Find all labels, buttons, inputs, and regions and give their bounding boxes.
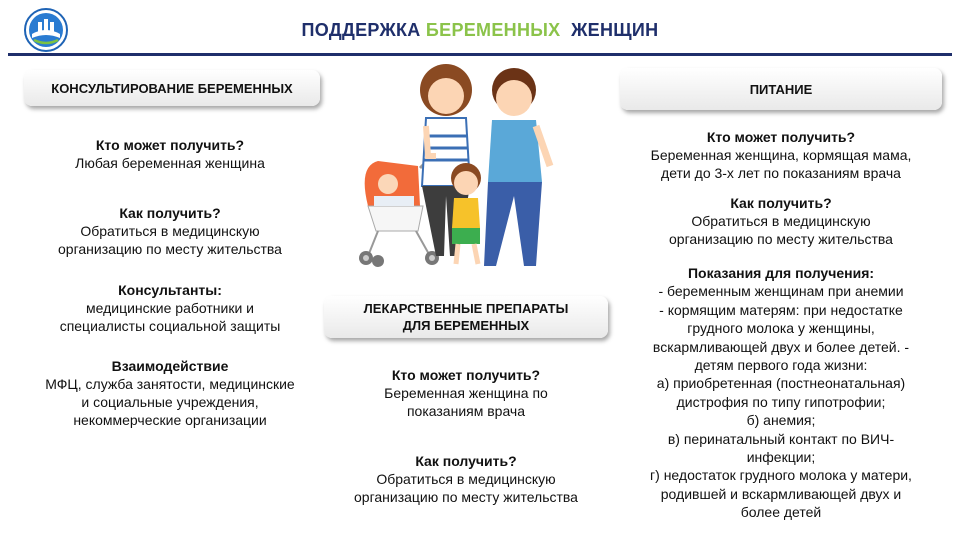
consult-how-answer-2: организацию по месту жительства bbox=[58, 241, 282, 257]
nutrition-indication-line: - беременным женщинам при анемии bbox=[658, 283, 904, 300]
consult-how-answer-1: Обратиться в медицинскую bbox=[80, 223, 260, 239]
medicine-how bbox=[326, 452, 606, 506]
medicine-who-question: Кто может получить? bbox=[391, 367, 541, 383]
nutrition-how-answer-2: организацию по месту жительства bbox=[669, 231, 893, 247]
nutrition-indication-line: грудного молока у женщины, bbox=[687, 320, 875, 337]
consult-consultants-answer-2: специалисты социальной защиты bbox=[59, 318, 281, 334]
nutrition-indication-line: г) недостаток грудного молока у матери, bbox=[650, 467, 912, 484]
consult-heading bbox=[24, 70, 320, 106]
nutrition-who-question: Кто может получить? bbox=[706, 129, 856, 145]
nutrition-who-answer-2: дети до 3-х лет по показаниям врача bbox=[661, 165, 901, 181]
medicine-heading-line-2: ДЛЯ БЕРЕМЕННЫХ bbox=[402, 318, 530, 333]
nutrition-how bbox=[624, 194, 938, 248]
nutrition-indication-line: - кормящим матерям: при недостатке bbox=[659, 301, 903, 318]
nutrition-who bbox=[624, 128, 938, 182]
nutrition-indications bbox=[624, 264, 938, 522]
nutrition-indication-line: инфекции; bbox=[746, 449, 816, 466]
nutrition-heading bbox=[620, 68, 942, 110]
consult-heading-text: КОНСУЛЬТИРОВАНИЕ БЕРЕМЕННЫХ bbox=[51, 80, 293, 96]
consult-interaction-answer-2: и социальные учреждения, bbox=[81, 394, 259, 410]
medicine-who-answer-1: Беременная женщина по bbox=[384, 385, 548, 401]
consult-who bbox=[30, 136, 310, 172]
title-part-1: ПОДДЕРЖКА bbox=[301, 20, 421, 40]
medicine-how-answer-2: организацию по месту жительства bbox=[354, 489, 578, 505]
consult-who-answer: Любая беременная женщина bbox=[75, 155, 265, 171]
consult-interaction bbox=[24, 357, 316, 429]
nutrition-indication-line: более детей bbox=[740, 504, 822, 521]
nutrition-indication-line: б) анемия; bbox=[746, 412, 816, 429]
medicine-how-question: Как получить? bbox=[415, 453, 517, 469]
medicine-heading bbox=[324, 296, 608, 338]
consult-how bbox=[30, 204, 310, 258]
nutrition-indication-line: детям первого года жизни: bbox=[694, 357, 868, 374]
nutrition-indications-question: Показания для получения: bbox=[687, 265, 875, 281]
nutrition-indication-line: дистрофия по типу гипотрофии; bbox=[676, 393, 886, 410]
nutrition-heading-text: ПИТАНИЕ bbox=[749, 81, 813, 97]
medicine-who bbox=[334, 366, 598, 420]
nutrition-indication-line: вскармливающей двух и более детей. - bbox=[652, 338, 910, 355]
nutrition-how-question: Как получить? bbox=[730, 195, 832, 211]
consult-interaction-answer-1: МФЦ, служба занятости, медицинские bbox=[45, 376, 295, 392]
consult-interaction-question: Взаимодействие bbox=[111, 358, 229, 374]
nutrition-indication-line: родившей и вскармливающей двух и bbox=[660, 485, 902, 502]
title-part-3: ЖЕНЩИН bbox=[571, 20, 659, 40]
medicine-how-answer-1: Обратиться в медицинскую bbox=[376, 471, 556, 487]
family-with-stroller-icon bbox=[338, 56, 570, 276]
nutrition-indication-line: в) перинатальный контакт по ВИЧ- bbox=[667, 430, 895, 447]
consult-consultants bbox=[30, 281, 310, 335]
consult-who-question: Кто может получить? bbox=[95, 137, 245, 153]
medicine-who-answer-2: показаниям врача bbox=[406, 403, 526, 419]
title-part-2: БЕРЕМЕННЫХ bbox=[425, 20, 561, 40]
consult-consultants-answer-1: медицинские работники и bbox=[86, 300, 254, 316]
consult-how-question: Как получить? bbox=[119, 205, 221, 221]
page-title bbox=[0, 20, 960, 41]
consult-consultants-question: Консультанты: bbox=[118, 282, 222, 298]
nutrition-who-answer-1: Беременная женщина, кормящая мама, bbox=[650, 147, 912, 163]
consult-interaction-answer-3: некоммерческие организации bbox=[73, 412, 267, 428]
medicine-heading-line-1: ЛЕКАРСТВЕННЫЕ ПРЕПАРАТЫ bbox=[363, 301, 569, 316]
nutrition-indication-line: а) приобретенная (постнеонатальная) bbox=[656, 375, 906, 392]
nutrition-how-answer-1: Обратиться в медицинскую bbox=[691, 213, 871, 229]
